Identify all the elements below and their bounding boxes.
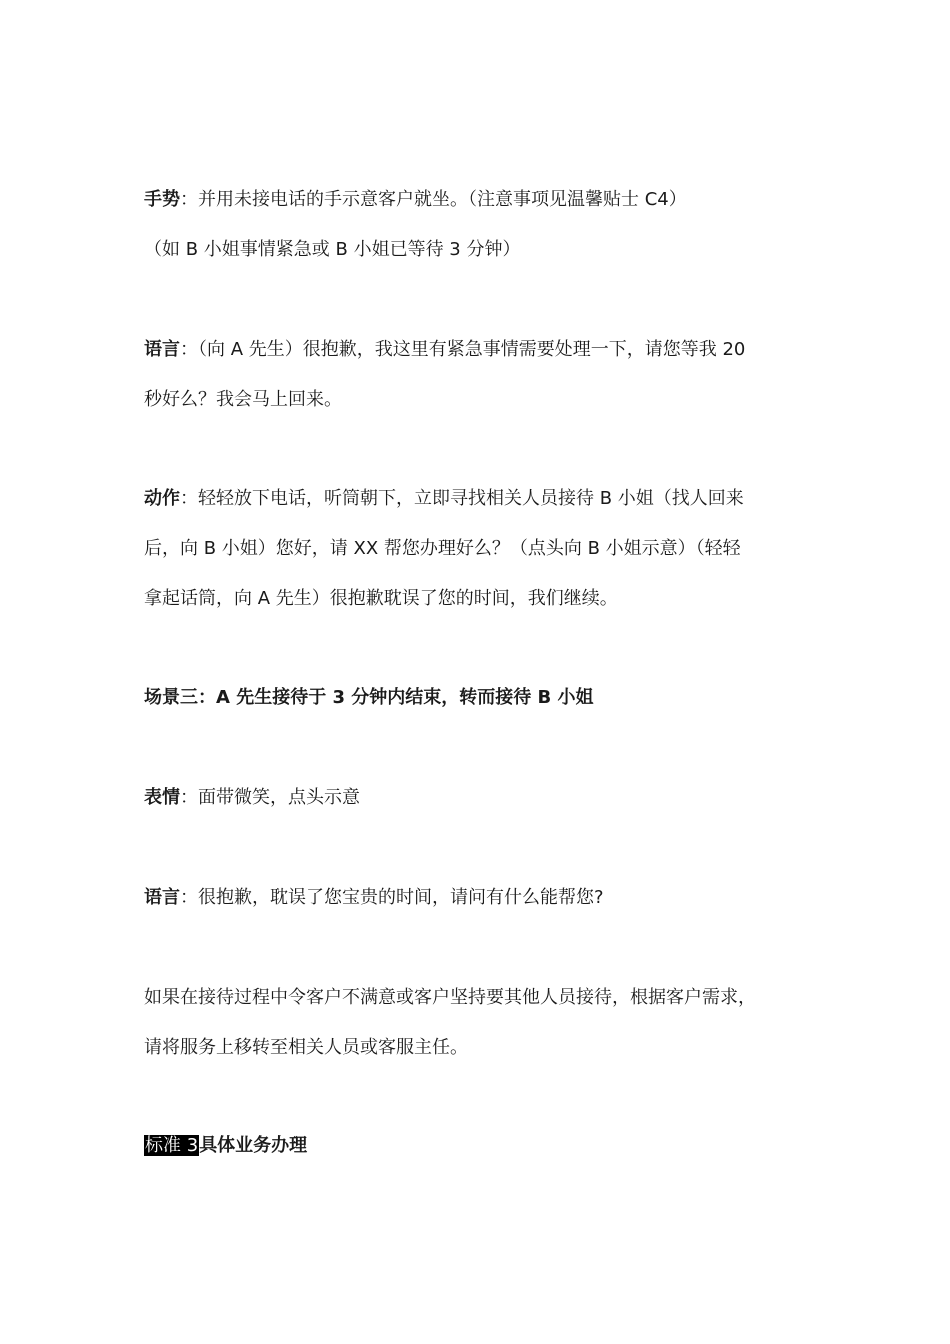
action-text-line2: 后，向 B 小姐）您好，请 XX 帮您办理好么？（点头向 B 小姐示意）（轻轻 [144,538,741,559]
expression-paragraph [144,786,814,810]
action-label: 动作 [144,488,180,509]
standard-three-highlight: 标准 3 [145,1135,199,1156]
speech-paragraph-1 [144,338,814,362]
gesture-label: 手势 [144,189,180,210]
escalation-line1: 如果在接待过程中令客户不满意或客户坚持要其他人员接待，根据客户需求， [144,987,756,1008]
speech-label: 语言 [144,339,180,360]
action-text-line1: ：轻轻放下电话，听筒朝下，立即寻找相关人员接待 B 小姐（找人回来 [180,488,744,509]
action-paragraph [144,487,814,511]
speech-paragraph-2 [144,886,814,910]
speech-text-2: ：很抱歉，耽误了您宝贵的时间，请问有什么能帮您? [180,887,604,908]
speech-text-line2: 秒好么？我会马上回来。 [144,389,342,410]
condition-note: （如 B 小姐事情紧急或 B 小姐已等待 3 分钟） [144,239,521,260]
action-text-line3: 拿起话筒，向 A 先生）很抱歉耽误了您的时间，我们继续。 [144,588,618,609]
speech-text-line1: ：（向 A 先生）很抱歉，我这里有紧急事情需要处理一下，请您等我 20 [180,339,746,360]
speech-label-2: 语言 [144,887,180,908]
escalation-line2: 请将服务上移转至相关人员或客服主任。 [144,1037,468,1058]
expression-label: 表情 [144,787,180,808]
gesture-paragraph [144,188,814,212]
scene-three-heading: 场景三：A 先生接待于 3 分钟内结束，转而接待 B 小姐 [144,687,594,708]
expression-text: ：面带微笑，点头示意 [180,787,360,808]
gesture-text: ：并用未接电话的手示意客户就坐。（注意事项见温馨贴士 C4） [180,189,687,210]
standard-three-heading [144,1134,814,1158]
standard-three-title: 具体业务办理 [199,1135,308,1156]
